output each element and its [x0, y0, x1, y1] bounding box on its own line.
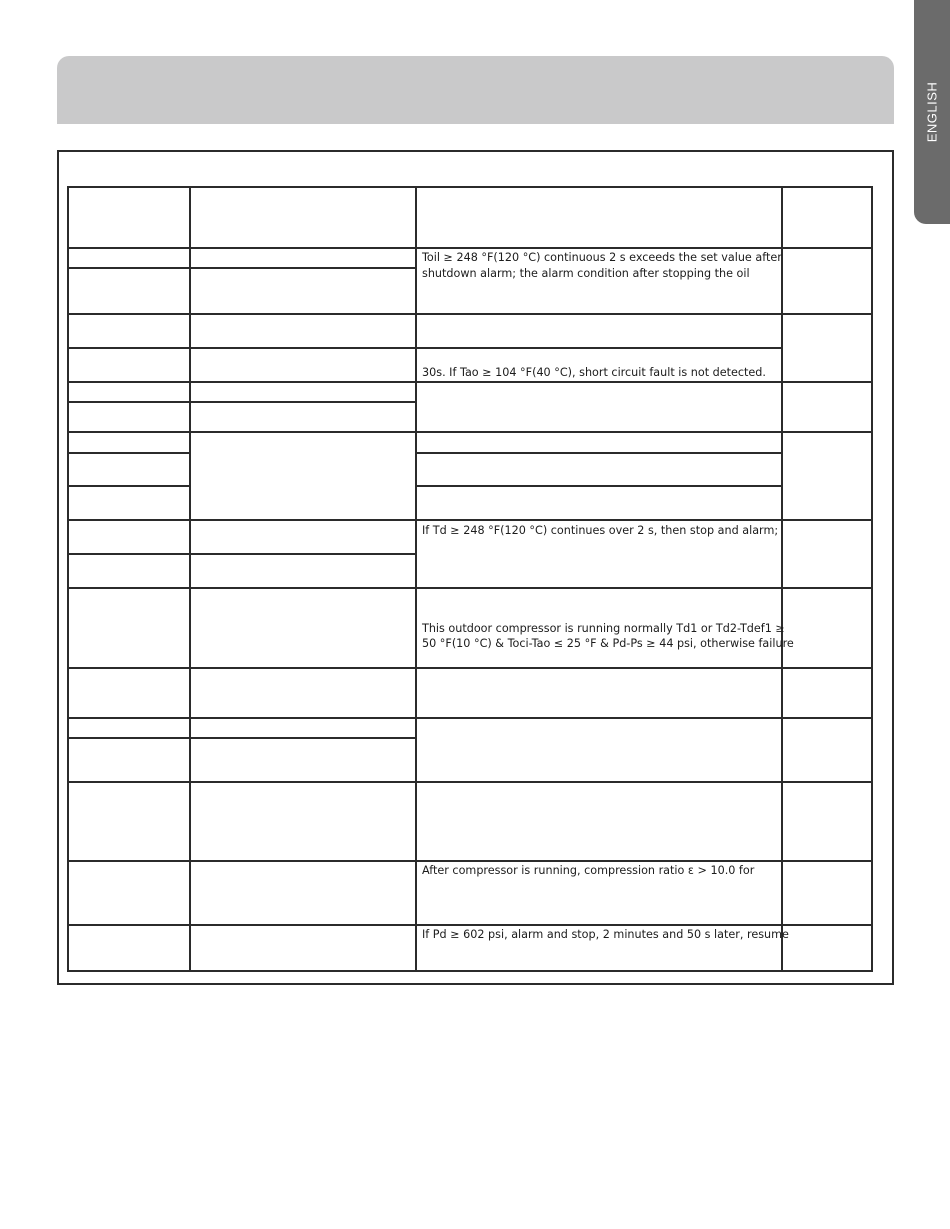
condition-text: If Pd ≥ 602 psi, alarm and stop, 2 minutes and 50 s later, resume [422, 928, 789, 941]
row-divider [69, 860, 871, 862]
row-divider [69, 347, 783, 349]
column-divider [415, 188, 417, 970]
condition-text: This outdoor compressor is running normally Td1 or Td2-Tdef1 ≥ [422, 622, 785, 635]
row-divider [69, 452, 191, 454]
condition-text: After compressor is running, compression ratio ε > 10.0 for [422, 864, 755, 877]
row-divider [69, 519, 871, 521]
row-divider [69, 485, 191, 487]
row-divider [69, 553, 417, 555]
condition-text: If Td ≥ 248 °F(120 °C) continues over 2 s, then stop and alarm; [422, 524, 779, 537]
section-header-band [57, 56, 894, 124]
row-divider [69, 587, 871, 589]
condition-text: 50 °F(10 °C) & Toci-Tao ≤ 25 °F & Pd-Ps ≥ 44 psi, otherwise failure [422, 637, 794, 650]
row-divider [69, 381, 871, 383]
row-divider [69, 737, 417, 739]
row-divider [69, 431, 871, 433]
row-divider [69, 717, 871, 719]
fault-code-table [67, 186, 873, 972]
row-divider [69, 667, 871, 669]
row-divider [69, 267, 417, 269]
row-divider [69, 313, 871, 315]
row-divider [69, 924, 871, 926]
row-divider [69, 247, 871, 249]
condition-text: shutdown alarm; the alarm condition after stopping the oil [422, 267, 750, 280]
column-divider [189, 188, 191, 970]
row-divider [415, 452, 783, 454]
column-divider [781, 188, 783, 970]
condition-text: 30s. If Tao ≥ 104 °F(40 °C), short circuit fault is not detected. [422, 366, 766, 379]
condition-text: Toil ≥ 248 °F(120 °C) continuous 2 s exceeds the set value after [422, 251, 782, 264]
row-divider [69, 401, 417, 403]
row-divider [415, 485, 783, 487]
language-tab-label: ENGLISH [924, 81, 940, 143]
language-tab[interactable] [914, 0, 950, 224]
row-divider [69, 781, 871, 783]
